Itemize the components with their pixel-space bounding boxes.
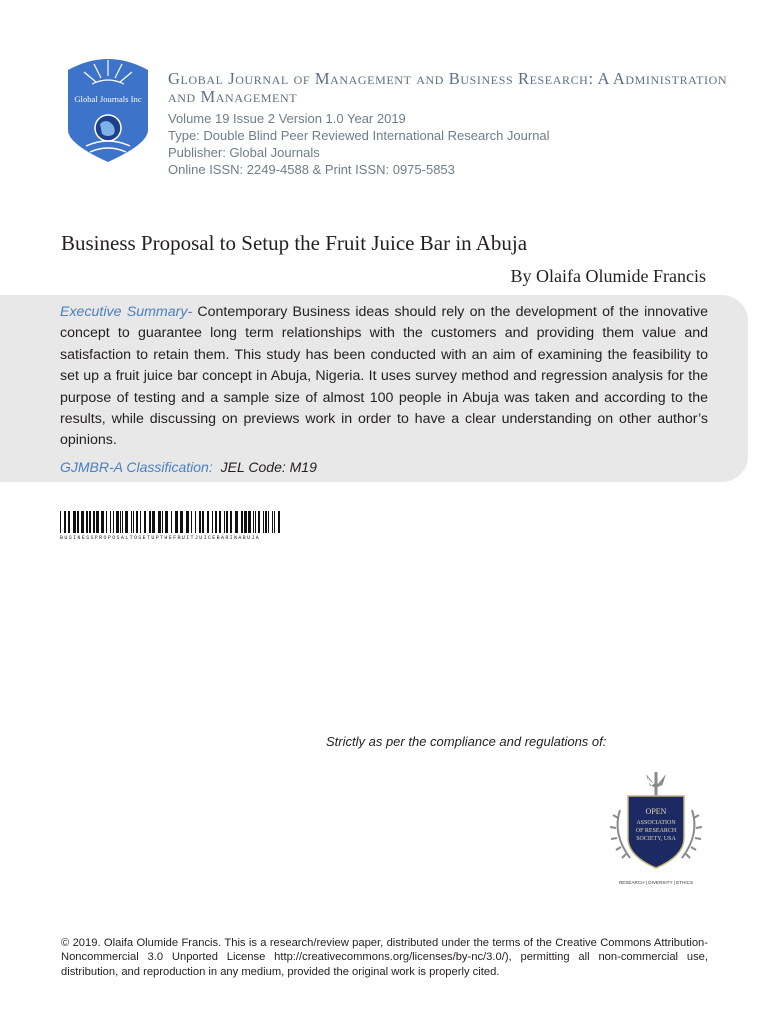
publisher-line: Publisher: Global Journals [168,145,320,160]
seal-line-4: SOCIETY, USA [636,836,676,842]
journal-meta [168,110,728,178]
barcode-text: BUSINESSPROPOSALTOSETUPTHEFRUITJUICEBARINABUJA [60,535,261,541]
barcode [60,511,280,533]
seal-line-2: ASSOCIATION [636,820,676,826]
seal-tagline: RESEARCH | DIVERSITY | ETHICS [618,880,694,885]
volume-line: Volume 19 Issue 2 Version 1.0 Year 2019 [168,111,406,126]
classification-code: JEL Code: M19 [220,459,317,475]
abstract-body: Contemporary Business ideas should rely on the development of the innovative concept to guarantee long term relationships with the customers and providing them value and satisfaction to retain them. This study has been conducted with an aim of examining the feasibility to set up a fruit juice bar concept in Abuja, Nigeria. It uses survey method and regression analysis for the purpose of testing and a sample size of almost 100 people in Abuja was taken and according to the results, while discussing on previews work in order to have a clear understanding on other author’s opinions. [60,304,708,449]
journal-title: Global Journal of Management and Business Research: A Administration and Management [168,69,728,106]
abstract-lead: Executive Summary- [60,304,193,320]
compliance-text: Strictly as per the compliance and regulations of: [326,734,607,749]
author-line: By Olaifa Olumide Francis [510,266,706,286]
classification-label: GJMBR-A Classification: [60,459,213,475]
abstract-text [60,302,708,452]
seal-line-1: OPEN [645,807,667,816]
open-association-seal [608,770,704,888]
classification [60,459,317,475]
trident-icon [646,772,666,796]
logo-text: Global Journals Inc [74,94,142,104]
type-line: Type: Double Blind Peer Reviewed International Research Journal [168,128,550,143]
global-journals-logo [64,54,152,164]
copyright-notice: © 2019. Olaifa Olumide Francis. This is a research/review paper, distributed under the terms of the Creative Commons Attribution-Noncommercial 3.0 Unported License http://creativecommons.org/licenses/by-nc/3.0/), permitting all non-commercial use, distribution, and reproduction in any medium, provided the original work is properly cited. [61,937,708,978]
issn-line: Online ISSN: 2249-4588 & Print ISSN: 0975-5853 [168,162,455,177]
paper-title: Business Proposal to Setup the Fruit Juice Bar in Abuja [61,231,528,255]
seal-line-3: OF RESEARCH [635,828,677,834]
